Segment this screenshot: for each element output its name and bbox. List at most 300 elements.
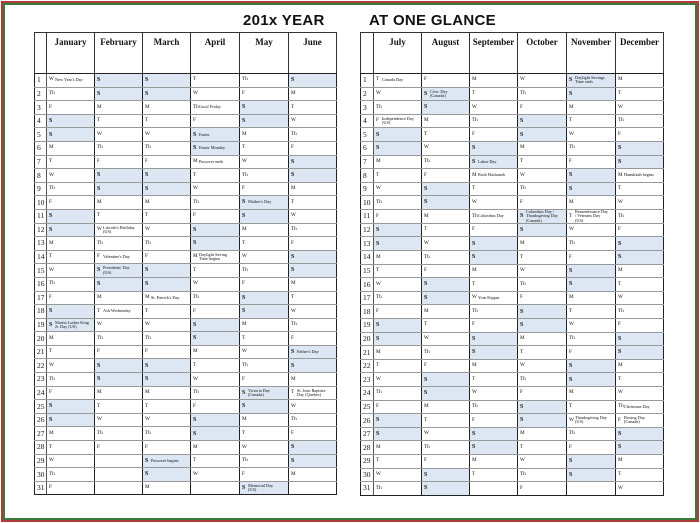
day-cell <box>374 291 422 305</box>
weekday-letter: F <box>49 293 52 300</box>
day-number: 10 <box>35 196 47 210</box>
day-cell <box>567 87 616 101</box>
weekday-letter: Th <box>242 76 248 83</box>
weekday-letter: S <box>424 294 428 301</box>
day-cell <box>191 454 240 468</box>
weekday-letter: W <box>618 294 623 301</box>
day-number: 4 <box>361 114 374 128</box>
day-number: 26 <box>35 413 47 427</box>
weekday-letter: S <box>376 131 380 138</box>
weekday-letter: Th <box>193 293 199 300</box>
holiday-note: St. Patrick's Day <box>151 294 180 300</box>
day-cell <box>240 169 289 183</box>
weekday-letter: S <box>291 444 295 451</box>
weekday-letter: S <box>569 471 573 478</box>
holiday-note: Passover ends <box>199 158 224 164</box>
weekday-letter: W <box>291 212 296 219</box>
day-cell <box>374 141 422 155</box>
day-cell <box>95 277 143 291</box>
day-cell <box>374 305 422 319</box>
day-cell <box>240 318 289 332</box>
day-cell <box>422 291 470 305</box>
day-row <box>35 250 337 264</box>
weekday-letter: W <box>569 321 574 328</box>
weekday-letter: T <box>193 76 197 83</box>
weekday-letter: T <box>569 403 573 410</box>
day-cell <box>95 454 143 468</box>
weekday-letter: Th <box>49 375 55 382</box>
day-cell <box>616 141 664 155</box>
day-cell <box>289 400 337 414</box>
day-cell <box>191 74 240 88</box>
weekday-letter: F <box>618 130 621 137</box>
weekday-letter: S <box>520 131 524 138</box>
weekday-letter: S <box>242 294 246 301</box>
weekday-letter: F <box>424 457 427 464</box>
day-cell <box>470 87 518 101</box>
day-cell <box>518 101 567 115</box>
weekday-letter: S <box>618 444 622 451</box>
weekday-letter: W <box>145 416 150 423</box>
weekday-letter: F <box>242 470 245 477</box>
day-cell <box>518 182 567 196</box>
weekday-letter: T <box>97 117 101 124</box>
day-cell <box>47 155 95 169</box>
day-cell <box>567 196 616 210</box>
day-cell <box>191 237 240 251</box>
day-row <box>35 114 337 128</box>
weekday-letter: Th <box>291 321 297 328</box>
weekday-letter: Th <box>520 185 526 192</box>
day-cell <box>47 209 95 223</box>
weekday-letter: W <box>472 103 477 110</box>
weekday-letter: F <box>618 416 621 423</box>
day-cell <box>518 141 567 155</box>
weekday-letter: Th <box>424 253 430 260</box>
weekday-letter: S <box>618 430 622 437</box>
weekday-letter: S <box>193 240 197 247</box>
weekday-letter: T <box>242 429 246 436</box>
weekday-letter: W <box>376 185 381 192</box>
weekday-letter: M <box>242 226 247 233</box>
weekday-letter: Th <box>472 403 478 410</box>
weekday-letter: S <box>472 145 476 152</box>
day-cell <box>47 169 95 183</box>
day-cell <box>191 373 240 387</box>
day-cell <box>374 278 422 292</box>
day-cell <box>470 318 518 332</box>
day-cell <box>95 400 143 414</box>
weekday-letter: Th <box>520 90 526 97</box>
weekday-letter: M <box>520 335 525 342</box>
weekday-letter: F <box>97 253 100 260</box>
day-cell <box>240 468 289 482</box>
weekday-letter: S <box>97 77 101 84</box>
weekday-letter: W <box>618 389 623 396</box>
weekday-letter: W <box>376 375 381 382</box>
day-row <box>361 264 664 278</box>
weekday-letter: Th <box>424 158 430 165</box>
day-number: 28 <box>361 441 374 455</box>
month-header: December <box>616 33 664 74</box>
day-cell <box>47 359 95 373</box>
weekday-letter: T <box>97 212 101 219</box>
weekday-letter: T <box>291 389 295 396</box>
holiday-note: Valentine's Day <box>103 253 130 259</box>
weekday-letter: M <box>472 457 477 464</box>
day-cell <box>95 141 143 155</box>
weekday-letter: S <box>145 376 149 383</box>
weekday-letter: Th <box>242 361 248 368</box>
day-cell <box>143 345 191 359</box>
weekday-letter: Th <box>145 429 151 436</box>
weekday-letter: F <box>520 389 523 396</box>
day-cell <box>374 332 422 346</box>
day-cell <box>374 251 422 265</box>
day-cell <box>567 182 616 196</box>
day-cell <box>616 196 664 210</box>
day-cell <box>47 277 95 291</box>
day-cell <box>95 359 143 373</box>
weekday-letter: Th <box>424 348 430 355</box>
day-row <box>35 373 337 387</box>
day-row <box>35 332 337 346</box>
weekday-letter: Th <box>618 117 624 124</box>
day-cell <box>470 155 518 169</box>
day-cell <box>191 427 240 441</box>
day-cell <box>470 332 518 346</box>
day-number: 30 <box>35 468 47 482</box>
weekday-letter: S <box>376 240 380 247</box>
weekday-letter: W <box>618 103 623 110</box>
day-cell <box>470 291 518 305</box>
weekday-letter: Th <box>242 266 248 273</box>
day-number: 13 <box>361 237 374 251</box>
day-cell <box>95 114 143 128</box>
weekday-letter: S <box>145 185 149 192</box>
day-row <box>35 264 337 278</box>
day-cell <box>143 87 191 101</box>
day-cell <box>95 101 143 115</box>
day-cell <box>143 305 191 319</box>
day-row <box>35 141 337 155</box>
day-row <box>361 441 664 455</box>
weekday-letter: S <box>376 417 380 424</box>
day-number: 27 <box>35 427 47 441</box>
day-cell <box>422 346 470 360</box>
day-cell <box>374 209 422 223</box>
weekday-letter: F <box>376 403 379 410</box>
weekday-letter: Th <box>472 212 478 219</box>
day-cell <box>518 427 567 441</box>
weekday-letter: W <box>193 90 198 97</box>
weekday-letter: S <box>569 362 573 369</box>
day-number: 21 <box>35 345 47 359</box>
day-cell <box>518 128 567 142</box>
day-cell <box>422 427 470 441</box>
day-number: 22 <box>35 359 47 373</box>
weekday-letter: S <box>49 403 53 410</box>
day-cell <box>470 209 518 223</box>
day-cell <box>470 386 518 400</box>
weekday-letter: S <box>618 254 622 261</box>
day-number: 22 <box>361 359 374 373</box>
day-cell <box>95 468 143 482</box>
day-cell <box>616 346 664 360</box>
day-row <box>361 155 664 169</box>
day-cell <box>616 237 664 251</box>
day-cell <box>289 237 337 251</box>
day-cell <box>616 468 664 482</box>
weekday-letter: S <box>618 335 622 342</box>
day-row <box>361 482 664 496</box>
month-header: April <box>191 33 240 74</box>
weekday-letter: F <box>97 158 100 165</box>
day-cell <box>95 169 143 183</box>
weekday-letter: W <box>193 470 198 477</box>
day-cell <box>567 373 616 387</box>
day-cell <box>518 373 567 387</box>
weekday-letter: Th <box>193 389 199 396</box>
weekday-letter: W <box>97 130 102 137</box>
day-cell <box>143 250 191 264</box>
weekday-letter: S <box>424 376 428 383</box>
weekday-letter: F <box>569 348 572 355</box>
weekday-letter: W <box>424 144 429 151</box>
day-cell <box>518 318 567 332</box>
weekday-letter: T <box>618 185 622 192</box>
day-cell <box>470 346 518 360</box>
weekday-letter: F <box>145 253 148 260</box>
day-number: 24 <box>35 386 47 400</box>
day-cell <box>95 87 143 101</box>
day-cell <box>143 209 191 223</box>
day-cell <box>289 454 337 468</box>
weekday-letter: M <box>472 171 477 178</box>
day-cell <box>47 291 95 305</box>
weekday-letter: S <box>569 267 573 274</box>
day-row <box>35 223 337 237</box>
day-cell <box>422 482 470 496</box>
day-cell <box>289 182 337 196</box>
holiday-note: Columbus Day <box>478 213 504 219</box>
day-cell <box>374 414 422 428</box>
day-cell <box>143 128 191 142</box>
weekday-letter: T <box>376 457 380 464</box>
day-cell <box>95 250 143 264</box>
weekday-letter: M <box>145 484 150 491</box>
day-cell <box>422 264 470 278</box>
day-row <box>35 305 337 319</box>
day-cell <box>470 128 518 142</box>
weekday-letter: S <box>376 226 380 233</box>
weekday-letter: S <box>472 444 476 451</box>
day-cell <box>191 400 240 414</box>
day-row <box>361 414 664 428</box>
day-cell <box>240 264 289 278</box>
weekday-letter: W <box>376 90 381 97</box>
weekday-letter: Th <box>569 239 575 246</box>
day-cell <box>470 482 518 496</box>
weekday-letter: F <box>424 76 427 83</box>
day-cell <box>567 305 616 319</box>
weekday-letter: T <box>193 457 197 464</box>
day-row <box>35 237 337 251</box>
day-number: 13 <box>35 237 47 251</box>
day-cell <box>289 386 337 400</box>
holiday-note: Daylight Saving Time begins <box>199 251 228 262</box>
weekday-letter: T <box>520 348 524 355</box>
day-number: 15 <box>35 264 47 278</box>
weekday-letter: S <box>424 104 428 111</box>
day-number: 5 <box>35 128 47 142</box>
weekday-letter: Th <box>49 280 55 287</box>
holiday-note: Thanksgiving Day (US) <box>575 415 607 425</box>
day-row <box>361 114 664 128</box>
day-cell <box>616 128 664 142</box>
day-cell <box>143 277 191 291</box>
day-cell <box>374 373 422 387</box>
day-cell <box>143 141 191 155</box>
day-cell <box>289 373 337 387</box>
day-cell <box>240 182 289 196</box>
day-cell <box>518 468 567 482</box>
weekday-letter: M <box>97 103 102 110</box>
day-number: 25 <box>35 400 47 414</box>
day-cell <box>47 182 95 196</box>
holiday-note: St. Jean Baptiste Day (Quebec) <box>297 387 326 397</box>
weekday-letter: Th <box>97 144 103 151</box>
day-cell <box>567 251 616 265</box>
day-row <box>361 182 664 196</box>
day-cell <box>616 359 664 373</box>
day-cell <box>374 182 422 196</box>
day-cell <box>374 74 422 88</box>
weekday-letter: S <box>520 213 524 220</box>
weekday-letter: T <box>291 103 295 110</box>
day-cell <box>47 128 95 142</box>
holiday-note: Victoria Day (Canada) <box>248 387 271 397</box>
weekday-letter: F <box>569 158 572 165</box>
day-cell <box>143 291 191 305</box>
weekday-letter: M <box>569 294 574 301</box>
day-row <box>361 400 664 414</box>
weekday-letter: F <box>242 90 245 97</box>
day-cell <box>95 481 143 495</box>
day-cell <box>518 223 567 237</box>
day-cell <box>95 291 143 305</box>
day-row <box>35 427 337 441</box>
day-cell <box>240 332 289 346</box>
day-number: 27 <box>361 427 374 441</box>
day-cell <box>191 291 240 305</box>
day-cell <box>47 413 95 427</box>
weekday-letter: S <box>520 117 524 124</box>
day-cell <box>567 101 616 115</box>
month-header: July <box>374 33 422 74</box>
weekday-letter: S <box>97 362 101 369</box>
weekday-letter: M <box>97 293 102 300</box>
day-row <box>361 74 664 88</box>
day-cell <box>191 223 240 237</box>
day-cell <box>422 468 470 482</box>
day-row <box>361 468 664 482</box>
day-row <box>361 87 664 101</box>
day-cell <box>240 481 289 495</box>
weekday-letter: F <box>376 307 379 314</box>
day-number: 9 <box>35 182 47 196</box>
day-number: 28 <box>35 441 47 455</box>
day-row <box>35 87 337 101</box>
day-cell <box>289 291 337 305</box>
day-cell <box>374 237 422 251</box>
day-cell <box>616 155 664 169</box>
day-cell <box>47 237 95 251</box>
day-cell <box>240 291 289 305</box>
weekday-letter: S <box>520 403 524 410</box>
weekday-letter: M <box>472 362 477 369</box>
day-cell <box>95 373 143 387</box>
weekday-letter: S <box>376 430 380 437</box>
day-cell <box>518 346 567 360</box>
day-number: 31 <box>35 481 47 495</box>
weekday-letter: M <box>291 185 296 192</box>
day-number: 17 <box>35 291 47 305</box>
weekday-letter: S <box>145 471 149 478</box>
weekday-letter: Th <box>520 280 526 287</box>
day-cell <box>143 413 191 427</box>
day-number: 6 <box>361 141 374 155</box>
weekday-letter: S <box>376 322 380 329</box>
weekday-letter: F <box>520 294 523 301</box>
holiday-note: Columbus Day / Thanksgiving Day (Canada) <box>526 209 558 223</box>
day-number: 19 <box>35 318 47 332</box>
day-cell <box>47 468 95 482</box>
day-number: 17 <box>361 291 374 305</box>
weekday-letter: W <box>520 457 525 464</box>
day-cell <box>567 427 616 441</box>
weekday-letter: W <box>49 361 54 368</box>
day-cell <box>567 291 616 305</box>
corner-cell <box>361 33 374 74</box>
day-row <box>361 332 664 346</box>
weekday-letter: T <box>193 361 197 368</box>
day-cell <box>95 223 143 237</box>
day-cell <box>616 400 664 414</box>
weekday-letter: T <box>472 185 476 192</box>
day-cell <box>518 196 567 210</box>
weekday-letter: S <box>376 145 380 152</box>
day-cell <box>567 454 616 468</box>
day-cell <box>191 128 240 142</box>
day-cell <box>95 128 143 142</box>
weekday-letter: S <box>376 335 380 342</box>
day-cell <box>422 182 470 196</box>
day-cell <box>47 386 95 400</box>
day-cell <box>289 277 337 291</box>
weekday-letter: F <box>291 334 294 341</box>
day-cell <box>616 114 664 128</box>
weekday-letter: S <box>242 308 246 315</box>
day-cell <box>567 441 616 455</box>
day-cell <box>567 278 616 292</box>
day-cell <box>518 454 567 468</box>
weekday-letter: W <box>291 402 296 409</box>
weekday-letter: S <box>49 131 53 138</box>
weekday-letter: S <box>242 199 246 206</box>
day-cell <box>191 318 240 332</box>
day-cell <box>422 400 470 414</box>
